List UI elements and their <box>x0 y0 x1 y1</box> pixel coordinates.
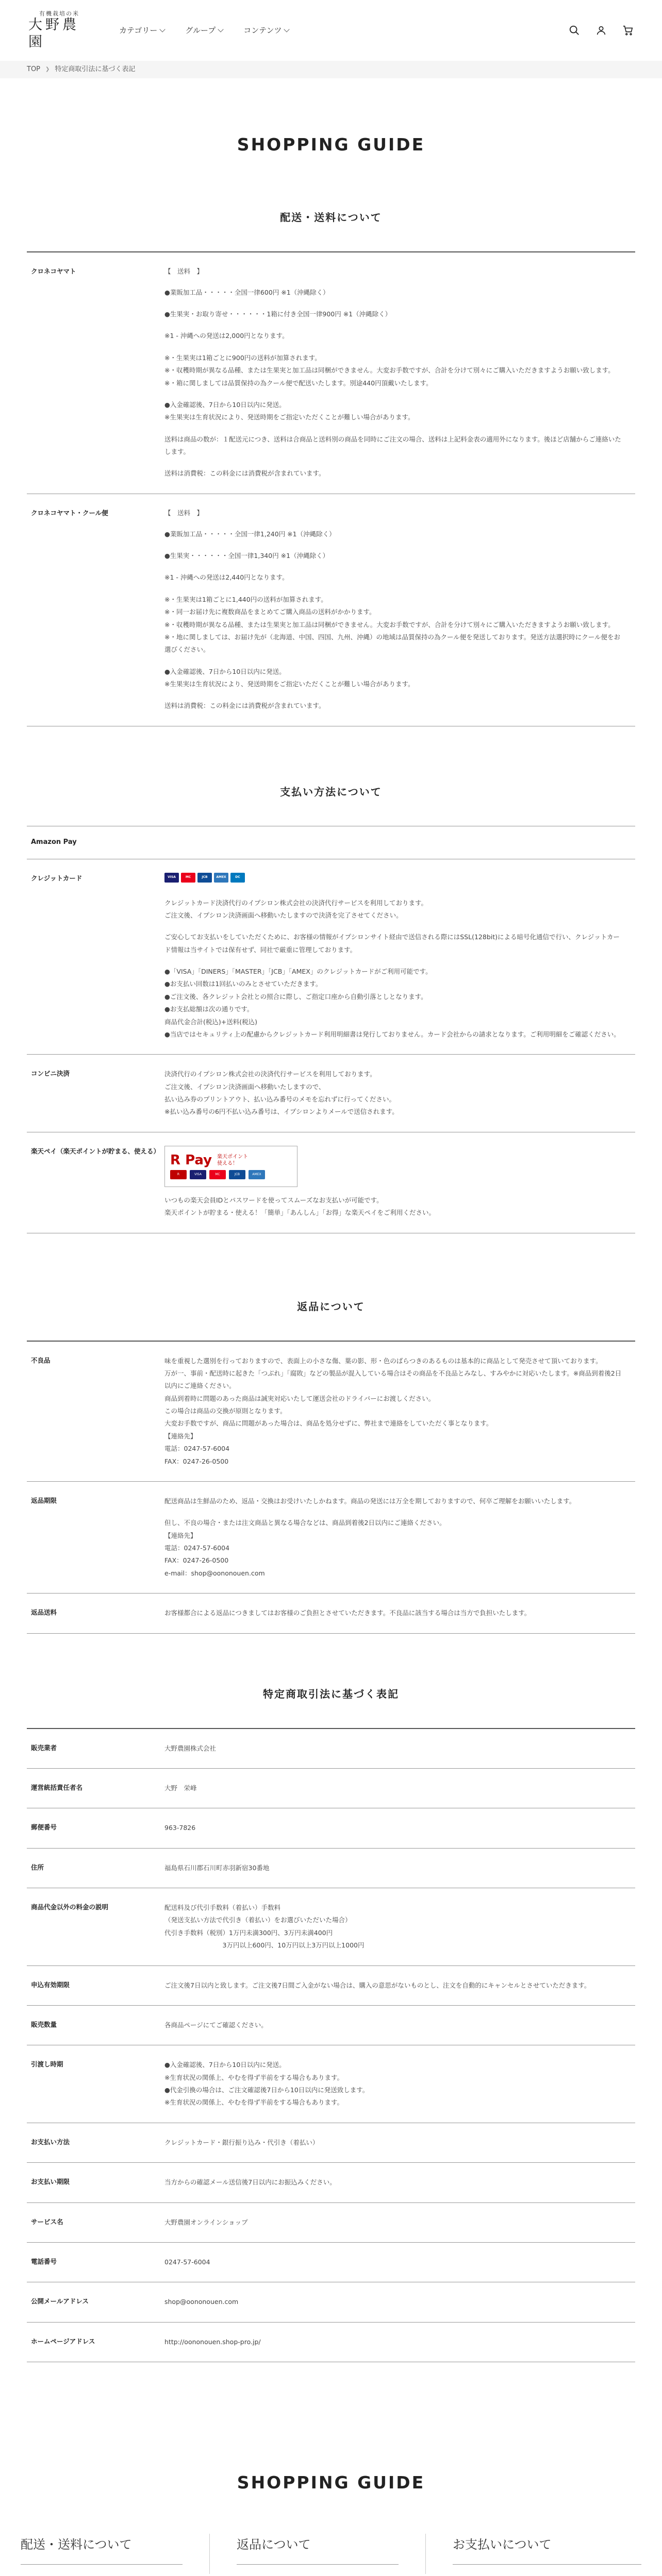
table-row <box>27 1888 635 1966</box>
table-row <box>27 2203 635 2243</box>
row-text: ※・生果実は1箱ごとに900円の送料が加算されます。 ※・収穫時期が異なる品種、または生果実と加工品は同梱ができません。大変お手数ですが、合計を分けて別々にご購入いただきますようお願い致します。 ※・箱に関しましては品質保持の為クール便で配送いたします。別途440円頂戴いたします。 <box>164 353 615 387</box>
row-text: ご安心してお支払いをしていただくために、お客様の情報がイプシロンサイト経由で送信される際にはSSL(128bit)による暗号化通信で行い、クレジットカード情報は当サイトでは保有せず、同社で厳重に管理しております。 <box>164 933 620 954</box>
table-row <box>27 2323 635 2362</box>
row-key: 販売数量 <box>31 2020 57 2028</box>
row-text: 送料は消費税：この料金には消費税が含まれています。 <box>164 469 325 478</box>
row-value <box>164 507 635 713</box>
table-row <box>27 2243 635 2282</box>
row-value <box>164 873 635 1041</box>
row-text: 福島県石川郡石川町赤羽新宿30番地 <box>164 1863 270 1872</box>
returns-heading: 返品について <box>297 1300 365 1313</box>
row-text: ※1 - 沖縄への発送は2,000円となります。 <box>164 332 289 340</box>
nav-category[interactable] <box>119 24 164 37</box>
row-key: サービス名 <box>31 2217 63 2226</box>
shipping-tag: 【 送料 】 <box>164 509 204 517</box>
row-text: 963-7826 <box>164 1824 196 1832</box>
guide-link-shipping[interactable] <box>21 2534 210 2574</box>
logo-name: 大野農園 <box>28 17 79 50</box>
amazon-pay-row: Amazon Pay <box>27 826 635 859</box>
row-key: 楽天ペイ（楽天ポイントが貯まる、使える） <box>31 1147 160 1155</box>
row-key: クロネコヤマト・クール便 <box>31 509 108 517</box>
table-row <box>27 1342 635 1482</box>
guide-link-returns[interactable] <box>210 2534 426 2574</box>
row-text: ●「VISA」「DINERS」「MASTER」「JCB」「AMEX」のクレジットカードがご利用可能です。 ●お支払い回数は1回払いのみとさせていただきます。 ●ご注文後、各クレジット会社との照合に際し、ご指定口座から自動引落としとなります。 ●お支払総額は次の通りです。 商品代金合計(税込)+送料(税込) ●当店ではセキュリティ上の配慮からクレジットカード利用明細書は発行しておりません。カード会社からの請求となります。ご利用明細をご確認ください。 <box>164 968 620 1038</box>
row-text: ご注文後7日以内と致します。ご注文後7日間ご入金がない場合は、購入の意思がないものとし、注文を自動的にキャンセルとさせていただきます。 <box>164 1981 591 1989</box>
row-text: 大野農園株式会社 <box>164 1744 217 1752</box>
rakuten-point-label: 楽天ポイント 使える！ <box>217 1154 249 1166</box>
row-text: ●入金確認後、7日から10日以内に発送。 ※生果実は生育状況により、発送時期をご指定いただくことが難しい場合があります。 <box>164 400 415 421</box>
breadcrumb-current: 特定商取引法に基づく表記 <box>55 65 136 73</box>
row-key: 引渡し時期 <box>31 2060 63 2069</box>
row-text: 大野 栄峰 <box>164 1784 197 1792</box>
table-row <box>27 1769 635 1808</box>
row-value <box>164 1902 635 1952</box>
row-value <box>164 2019 635 2031</box>
table-row <box>27 494 635 726</box>
breadcrumb <box>0 61 662 78</box>
table-row <box>27 2123 635 2163</box>
table-row <box>27 2163 635 2202</box>
row-value <box>164 1068 635 1118</box>
table-row <box>27 252 635 494</box>
nav-content[interactable] <box>243 24 289 37</box>
table-row <box>27 1482 635 1594</box>
table-row <box>27 2045 635 2123</box>
row-value <box>164 1607 635 1619</box>
row-key: 販売業者 <box>31 1743 57 1752</box>
table-row <box>27 859 635 1055</box>
row-key: クレジットカード <box>31 874 82 882</box>
site-header <box>0 0 662 61</box>
breadcrumb-home[interactable]: TOP <box>27 65 41 73</box>
row-value <box>164 1979 635 1992</box>
row-text: 配送料及び代引手数料（着払い）手数料 （発送支払い方法で代引き（着払い）をお選びいただいた場合） 代引き手数料（税別）1万円未満300円、3万円未満400円 3万円以上600円、10万円以上3万円以上1000円 <box>164 1904 365 1950</box>
mastercard-icon: MC <box>181 873 195 883</box>
row-text: ●業販加工品・・・・・全国一律1,240円 ※1（沖縄除く） <box>164 530 336 538</box>
nav-group-label: グループ <box>185 25 216 35</box>
row-text: いつもの楽天会員IDとパスワードを使ってスムーズなお支払いが可能です。 楽天ポイントが貯まる・使える！「簡単」「あんしん」「お得」な楽天ペイをご利用ください。 <box>164 1196 436 1217</box>
header-icons <box>569 25 634 36</box>
table-row <box>27 1132 635 1233</box>
payment-table <box>27 859 635 1233</box>
row-text: shop@oononouen.com <box>164 2298 239 2306</box>
guide-link-label: 返品について <box>237 2534 399 2565</box>
guide-link-label: お支払いについて <box>453 2534 641 2565</box>
chevron-right-icon: ❯ <box>45 66 50 73</box>
jcb-icon: JCB <box>197 873 212 883</box>
row-key: 運営統括責任者名 <box>31 1783 83 1791</box>
chevron-down-icon <box>160 26 166 32</box>
row-text: ※・生果実は1箱ごとに1,440円の送料が加算されます。 ※・同一お届け先に複数商品をまとめてご購入商品の送料がかかります。 ※・収穫時期が異なる品種、または生果実と加工品は同梱ができません。大変お手数ですが、合計を分けて別々にご購入いただきますようお願い致します。 ※・地に関しましては、お届け先が（北海道、中国、四国、九州、沖縄）の地域は品質保持の為クール便を発送しております。発送方法選択時にクール便をお選びください。 <box>164 595 620 654</box>
rakuten-card-icon: R <box>170 1170 187 1179</box>
row-key: お支払い方法 <box>31 2138 70 2146</box>
row-key: コンビニ決済 <box>31 1070 70 1078</box>
row-key: 不良品 <box>31 1356 51 1364</box>
row-text: クレジットカード・銀行振り込み・代引き（着払い） <box>164 2138 319 2146</box>
row-text: http://oononouen.shop-pro.jp/ <box>164 2337 261 2346</box>
guide-link-label: 配送・送料について <box>21 2534 183 2565</box>
table-row <box>27 1055 635 1132</box>
row-key: 返品期限 <box>31 1496 57 1504</box>
row-text: ●生果実・お取り寄せ・・・・・・1箱に付き全国一律900円 ※1（沖縄除く） <box>164 310 392 318</box>
row-value <box>164 2256 635 2268</box>
returns-table <box>27 1341 635 1634</box>
row-value <box>164 266 635 480</box>
table-row <box>27 2006 635 2045</box>
amex-icon: AMEX <box>249 1170 265 1179</box>
table-row <box>27 1849 635 1888</box>
row-value <box>164 1355 635 1468</box>
tokushoho-heading: 特定商取引法に基づく表記 <box>263 1687 399 1700</box>
row-key: 郵便番号 <box>31 1823 57 1832</box>
row-text: 送料は消費税：この料金には消費税が含まれています。 <box>164 702 325 710</box>
chevron-down-icon <box>284 26 290 32</box>
row-text: ●業販加工品・・・・・全国一律600円 ※1（沖縄除く） <box>164 288 329 296</box>
nav-group[interactable] <box>185 24 223 37</box>
card-brand-logos <box>164 873 625 883</box>
row-text: 大野農園オンラインショップ <box>164 2218 248 2226</box>
table-row <box>27 1808 635 1848</box>
row-text: 味を重視した選別を行っておりますので、表面上の小さな傷、葉の影、形・色のばらつきのあるものは基本的に商品として発売させて頂いております。 万が一、事前・配送時に起きた「つぶれ」「腐敗」などの製品が混入している場合はその商品を不良品とみなし、すみやかに対応いたします。※商品到着後2日以内にご連絡ください。 商品到着時に問題のあった商品は誠実対応いたして運送会社のドライバーにお渡しください。 この場合は商品の交換が原則となります。 大変お手数ですが、商品に問題があった場合は、商品を処分せずに、弊社まで連絡をしていただく事となります。 【連絡先】 電話：0247-57-6004 FAX：0247-26-0500 <box>164 1357 622 1465</box>
logo-tagline: 有機栽培の米 <box>39 10 79 18</box>
jcb-icon: JCB <box>229 1170 245 1179</box>
nav-category-label: カテゴリー <box>119 25 158 35</box>
row-text: ●入金確認後、7日から10日以内に発送。 ※生果実は生育状況により、発送時期をご指定いただくことが難しい場合があります。 <box>164 667 415 688</box>
table-row <box>27 1729 635 1769</box>
guide-links <box>0 2534 662 2574</box>
guide-link-payment[interactable] <box>426 2534 641 2574</box>
row-text: 決済代行のイプシロン株式会社の決済代行サービスを利用しております。 ご注文後、イプシロン決済画面へ移動いたしますので、 払い込み券のプリントアウト、払い込み番号のメモを忘れずに行ってください。 ※払い込み番号の6円不払い込み番号は、イプシロンよりメールで送信されます。 <box>164 1070 399 1116</box>
row-text: 配送商品は生鮮品のため、返品・交換はお受けいたしかねます。商品の発送には万全を期しておりますので、何卒ご理解をお願いいたします。 <box>164 1497 576 1505</box>
search-icon[interactable] <box>569 25 580 36</box>
row-key: ホームページアドレス <box>31 2337 95 2345</box>
payment-heading: 支払い方法について <box>280 785 382 798</box>
visa-icon: VISA <box>164 873 179 883</box>
row-key: 商品代金以外の料金の説明 <box>31 1903 109 1911</box>
row-value <box>164 1742 635 1755</box>
row-text: ※1 - 沖縄への発送は2,440円となります。 <box>164 573 289 582</box>
row-text: ●入金確認後、7日から10日以内に発送。 ※生育状況の関係上、やむを得ず半前をする場合もあります。 ●代金引換の場合は、ご注文確認後7日から10日以内に発送致します。 ※生育状況の関係上、やむを得ず半前をする場合もあります。 <box>164 2061 369 2107</box>
row-value <box>164 1146 635 1219</box>
row-text: クレジットカード決済代行のイプシロン株式会社の決済代行サービスを利用しております。 ご注文後、イプシロン決済画面へ移動いたしますので決済を完了させてください。 <box>164 899 427 919</box>
site-logo[interactable] <box>28 10 90 50</box>
row-value <box>164 2296 635 2308</box>
chevron-down-icon <box>218 26 224 32</box>
shipping-tag: 【 送料 】 <box>164 267 204 275</box>
cart-icon[interactable] <box>622 25 634 36</box>
row-text: 各商品ページにてご確認ください。 <box>164 2021 268 2029</box>
guide-title: SHOPPING GUIDE <box>237 2472 425 2493</box>
row-text: 但し、不良の場合・または注文商品と異なる場合などは、商品到着後2日以内にご連絡ください。 【連絡先】 電話：0247-57-6004 FAX：0247-26-0500 e-mail：shop@oononouen.com <box>164 1519 446 1577</box>
row-key: 返品送料 <box>31 1608 57 1617</box>
row-key: クロネコヤマト <box>31 267 76 275</box>
row-value <box>164 2216 635 2229</box>
main-content <box>27 209 635 2362</box>
amex-icon: AMEX <box>214 873 228 883</box>
table-row <box>27 1966 635 2006</box>
row-text: ●生果実・・・・・・全国一律1,340円 ※1（沖縄除く） <box>164 552 329 560</box>
shipping-heading: 配送・送料について <box>280 211 382 224</box>
row-key: 申込有効期限 <box>31 1980 70 1989</box>
row-key: 住所 <box>31 1863 44 1871</box>
row-value <box>164 1822 635 1834</box>
shipping-table <box>27 251 635 726</box>
row-text: 0247-57-6004 <box>164 2258 210 2266</box>
account-icon[interactable] <box>595 25 607 36</box>
row-value <box>164 2059 635 2109</box>
visa-icon: VISA <box>190 1170 206 1179</box>
row-key: お支払い期限 <box>31 2178 70 2186</box>
page-title: SHOPPING GUIDE <box>237 134 425 155</box>
table-row <box>27 1594 635 1633</box>
row-key: 公開メールアドレス <box>31 2297 89 2306</box>
tokushoho-table <box>27 1728 635 2363</box>
mastercard-icon: MC <box>209 1170 226 1179</box>
nav-content-label: コンテンツ <box>243 25 282 35</box>
row-value <box>164 1862 635 1874</box>
rakuten-pay-banner <box>164 1146 297 1187</box>
global-nav <box>119 24 289 37</box>
row-value <box>164 2336 635 2348</box>
rakuten-pay-logo: R Pay <box>170 1152 212 1168</box>
row-value <box>164 1782 635 1794</box>
row-text: 送料は商品の数が：１配送元につき、送料は合商品と送料別の商品を同時にご注文の場合、送料は上記料金表の適用外になります。後ほど店舗からご連絡いたします。 <box>164 435 621 455</box>
row-key: 電話番号 <box>31 2257 57 2265</box>
row-text: 当方からの確認メール送信後7日以内にお振込みください。 <box>164 2178 336 2187</box>
row-value <box>164 1495 635 1580</box>
row-value <box>164 2176 635 2189</box>
row-value <box>164 2137 635 2149</box>
diners-icon: DC <box>230 873 245 883</box>
row-text: お客様都合による返品につきましてはお客様のご負担とさせていただきます。不良品に該当する場合は当方で負担いたします。 <box>164 1609 531 1617</box>
table-row <box>27 2282 635 2322</box>
